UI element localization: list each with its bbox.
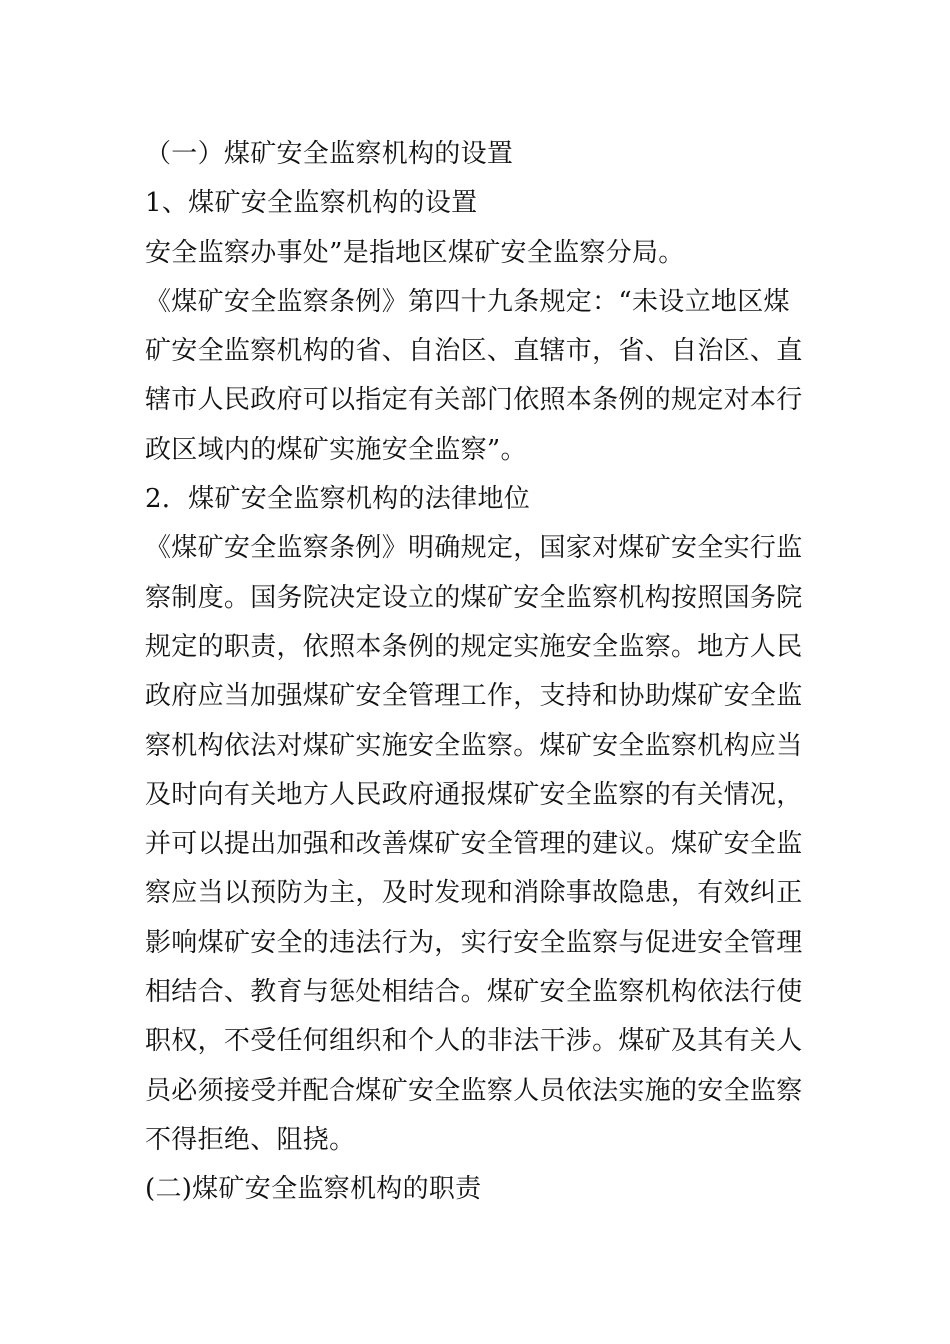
text-line: 辖市人民政府可以指定有关部门依照本条例的规定对本行 <box>145 385 803 416</box>
text-line: 政府应当加强煤矿安全管理工作，支持和协助煤矿安全监 <box>145 681 803 712</box>
text-line: 员必须接受并配合煤矿安全监察人员依法实施的安全监察 <box>145 1075 803 1106</box>
text-line: 职权，不受任何组织和个人的非法干涉。煤矿及其有关人 <box>145 1026 803 1057</box>
document-page <box>145 130 805 1215</box>
text-line: 影响煤矿安全的违法行为，实行安全监察与促进安全管理 <box>145 927 803 958</box>
section-heading-1: （一）煤矿安全监察机构的设置 <box>145 139 514 169</box>
text-line: 安全监察办事处”是指地区煤矿安全监察分局。 <box>145 237 685 268</box>
text-line: 相结合、教育与惩处相结合。煤矿安全监察机构依法行使 <box>145 977 803 1008</box>
text-line: 《煤矿安全监察条例》第四十九条规定：“未设立地区煤 <box>145 286 790 317</box>
text-line: 并可以提出加强和改善煤矿安全管理的建议。煤矿安全监 <box>145 829 803 860</box>
text-line: 政区域内的煤矿实施安全监察”。 <box>145 434 527 465</box>
text-line: 察制度。国务院决定设立的煤矿安全监察机构按照国务院 <box>145 582 803 613</box>
section-heading-2: (二)煤矿安全监察机构的职责 <box>145 1174 482 1205</box>
text-line: 规定的职责，依照本条例的规定实施安全监察。地方人民 <box>145 631 803 662</box>
subsection-heading-1: 1、煤矿安全监察机构的设置 <box>145 188 478 219</box>
text-line: 矿安全监察机构的省、自治区、直辖市，省、自治区、直 <box>145 336 803 367</box>
text-line: 及时向有关地方人民政府通报煤矿安全监察的有关情况， <box>145 779 803 810</box>
text-line: 察应当以预防为主，及时发现和消除事故隐患，有效纠正 <box>145 878 803 909</box>
text-line: 察机构依法对煤矿实施安全监察。煤矿安全监察机构应当 <box>145 730 803 761</box>
subsection-heading-2: 2．煤矿安全监察机构的法律地位 <box>145 484 531 515</box>
text-line: 不得拒绝、阻挠。 <box>145 1124 356 1155</box>
text-line: 《煤矿安全监察条例》明确规定，国家对煤矿安全实行监 <box>145 533 803 564</box>
